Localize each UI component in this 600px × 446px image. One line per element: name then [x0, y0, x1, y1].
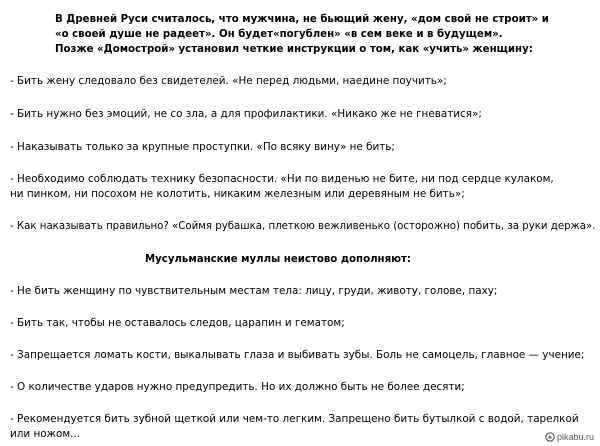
rule-item: - О количестве ударов нужно предупредить. Но их должно быть не более десяти;: [10, 381, 465, 393]
intro-line-2: «о своей душе не радеет». Он будет«погублен» «в сем веке и в будущем».: [55, 29, 503, 40]
rule-item: - Запрещается ломать кости, выкалывать глаза и выбивать зубы. Боль не самоцель, главное — учение;: [10, 349, 585, 361]
rule-item-continuation: или ножом...: [10, 428, 81, 440]
intro-line-3: Позже «Домострой» установил четкие инструкции о том, как «учить» женщину:: [55, 44, 533, 55]
subheading: Мусульманские муллы неистово дополняют:: [145, 254, 412, 265]
rule-item: - Не бить женщину по чувствительным местам тела: лицу, груди, животу, голове, паху;: [10, 285, 498, 297]
rule-item: - Бить жену следовало без свидетелей. «Не перед людьми, наедине поучить»;: [10, 75, 447, 87]
rule-item-continuation: ни пинком, ни посохом не колотить, никаким железным или деревяным не бить»;: [10, 188, 465, 200]
intro-line-1: В Древней Руси считалось, что мужчина, не бьющий жену, «дом свой не строит» и: [55, 14, 549, 25]
rule-item: - Как наказывать правильно? «Соймя рубашка, плеткою вежливенько (осторожно) побить, за руки держа».: [10, 221, 596, 232]
rule-item: - Наказывать только за крупные проступки. «По всяку вину» не бить;: [10, 141, 395, 153]
rule-item: - Бить так, чтобы не оставалось следов, царапин и гематом;: [10, 317, 345, 329]
rule-item: - Необходимо соблюдать технику безопасности. «Ни по виденью не бите, ни под сердце кулаком,: [10, 173, 554, 185]
watermark-text: pikabu.ru: [556, 432, 594, 442]
pikabu-logo-icon: [545, 432, 555, 442]
watermark: [545, 432, 594, 442]
rule-item: - Рекомендуется бить зубной щеткой или чем-то легким. Запрещено бить бутылкой с водой, тарелкой: [10, 413, 579, 425]
rule-item: - Бить нужно без эмоций, не со зла, а для профилактики. «Никако же не гневатися»;: [10, 108, 482, 120]
